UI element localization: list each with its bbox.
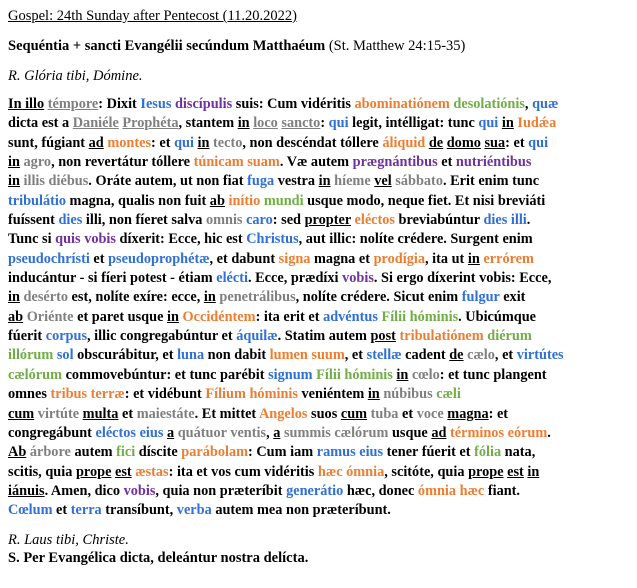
highlighted-word: tuba [370, 405, 399, 422]
gospel-line [8, 366, 629, 385]
highlighted-word: eléctos [95, 424, 136, 441]
text-run: : et [505, 134, 529, 151]
highlighted-word: errórem [483, 250, 534, 267]
text-run: tener fúerit et [383, 444, 475, 461]
highlighted-word: montes [107, 134, 152, 151]
highlighted-word: voce [416, 405, 444, 422]
highlighted-word: hæc [459, 482, 485, 499]
highlighted-word: in [203, 289, 216, 306]
highlighted-word: fici [116, 444, 136, 461]
highlighted-word: hóminis [409, 308, 459, 325]
highlighted-word: inítio [228, 192, 261, 209]
text-run: . Statim autem [277, 328, 371, 345]
highlighted-word: agro [23, 154, 52, 171]
highlighted-word: in [501, 115, 514, 132]
text-run: nata, [501, 444, 536, 461]
gospel-heading: Gospel: 24th Sunday after Pentecost (11.20.2022) [8, 8, 298, 24]
text-run: , et [344, 347, 367, 364]
highlighted-word: desérto [23, 289, 68, 306]
text-run: : Cum iam [248, 444, 317, 461]
highlighted-word: elécti [216, 270, 248, 287]
highlighted-word: ab [209, 192, 225, 209]
highlighted-word: hæc [317, 463, 343, 480]
highlighted-word: illórum [8, 347, 54, 364]
gospel-line [8, 463, 629, 482]
highlighted-word: qui [478, 115, 499, 132]
highlighted-word: Oriénte [26, 308, 74, 325]
text-run: fúerit [8, 328, 46, 345]
text-run: , non revertátur tóllere [51, 154, 194, 171]
highlighted-word: generátio [286, 482, 344, 499]
text-run: scitis, quia [8, 463, 76, 480]
highlighted-word: Daniéle [72, 115, 119, 132]
text-run: usque modo, neque fiet. Et nisi breviáti [303, 192, 546, 209]
highlighted-word: corpus [45, 328, 88, 345]
text-run: commovebúntur: et tunc parébit [62, 366, 269, 383]
highlighted-word: fulgur [461, 289, 500, 306]
highlighted-word: in [527, 463, 540, 480]
text-run: , non descéndat tóllere [242, 134, 383, 151]
highlighted-word: vobis [123, 482, 156, 499]
text-run: . Amen, dico [44, 482, 124, 499]
highlighted-word: tribus [50, 386, 88, 403]
gospel-line [8, 424, 629, 443]
highlighted-word: de [449, 347, 464, 364]
text-run: autem [70, 444, 117, 461]
highlighted-word: propter [304, 212, 351, 229]
highlighted-word: Christus [246, 231, 299, 248]
gospel-line [8, 405, 629, 424]
highlighted-word: sua [484, 134, 506, 151]
text-run: : et [488, 405, 509, 422]
highlighted-word: términos [450, 424, 505, 441]
highlighted-word: summis [283, 424, 331, 441]
highlighted-word: virtútes [516, 347, 564, 364]
highlighted-word: maiestáte [136, 405, 195, 422]
highlighted-word: magna [447, 405, 489, 422]
highlighted-word: advéntus [323, 308, 378, 325]
text-run: . Ubicúmque [458, 308, 536, 325]
highlighted-word: vel [374, 173, 392, 190]
text-run: suis: Cum vidéritis [232, 96, 355, 112]
highlighted-word: tribulatiónem [399, 328, 484, 345]
highlighted-word: Ab [8, 444, 27, 461]
highlighted-word: parábolam [181, 444, 249, 461]
text-run: : Dixit [98, 96, 141, 112]
text-run: : et vidébunt [124, 386, 206, 403]
gospel-line [8, 327, 629, 346]
text-run: suos [307, 405, 341, 422]
highlighted-word: diérum [487, 328, 532, 345]
highlighted-word: núbibus [383, 386, 433, 403]
text-run: hæc, donec [343, 482, 418, 499]
highlighted-word: tribulátio [8, 192, 66, 209]
highlighted-word: ad [431, 424, 447, 441]
highlighted-word: discípulis [174, 96, 233, 112]
gospel-line [8, 153, 629, 172]
gospel-line [8, 211, 629, 230]
highlighted-word: híeme [334, 173, 371, 190]
text-run: díscite [135, 444, 182, 461]
text-run: legit, intélligat: tunc [348, 115, 479, 132]
text-run: díxerit: Ecce, hic est [115, 231, 247, 248]
highlighted-word: eórum [507, 424, 548, 441]
highlighted-word: nutriéntibus [455, 154, 532, 171]
text-run: et paret usque [73, 308, 167, 325]
text-run: usque [388, 424, 432, 441]
text-run: inducántur - si fíeri potest - étiam [8, 270, 217, 287]
gospel-line [8, 230, 629, 249]
highlighted-word: multa [82, 405, 119, 422]
text-run: . [547, 424, 551, 441]
text-run: et [437, 154, 456, 171]
gospel-line [8, 288, 629, 307]
highlighted-word: post [370, 328, 396, 345]
highlighted-word: Iudǽa [517, 115, 557, 132]
highlighted-word: Cœlum [8, 502, 53, 519]
text-run: exit [499, 289, 526, 306]
highlighted-word: diébus [48, 173, 89, 190]
gospel-line [8, 134, 629, 153]
gospel-line [8, 308, 629, 327]
highlighted-word: terræ [90, 386, 125, 403]
highlighted-word: vobis [342, 270, 374, 287]
text-run: . Et mittet [194, 405, 259, 422]
highlighted-word: Fílium [205, 386, 246, 403]
text-run: , [524, 96, 533, 112]
highlighted-word: est [507, 463, 524, 480]
gospel-line [8, 501, 629, 520]
highlighted-word: qui [328, 115, 349, 132]
sequentia-title: Sequéntia + sancti Evangélii secúndum Matthaéum [8, 38, 326, 54]
highlighted-word: túnicam [193, 154, 244, 171]
highlighted-word: Prophéta [122, 115, 179, 132]
text-run: , nolíte crédere. Sicut enim [295, 289, 462, 306]
gospel-line [8, 482, 629, 501]
highlighted-word: quátuor [177, 424, 227, 441]
highlighted-word: eléctos [354, 212, 395, 229]
highlighted-word: desolatiónis [453, 96, 525, 112]
highlighted-word: ómnia [346, 463, 385, 480]
highlighted-word: áquilæ [236, 328, 278, 345]
text-run: : [320, 115, 329, 132]
text-run: est, nolíte exíre: ecce, [67, 289, 204, 306]
gospel-text [8, 95, 629, 521]
gospel-line [8, 346, 629, 365]
text-run: Tunc si [8, 231, 56, 248]
highlighted-word: signum [268, 366, 313, 383]
highlighted-word: penetrálibus [219, 289, 296, 306]
gospel-line [8, 250, 629, 269]
text-run: magna et [310, 250, 374, 267]
highlighted-word: cælo [467, 347, 495, 364]
highlighted-word: in [8, 154, 20, 171]
highlighted-word: terra [70, 502, 102, 519]
response-gloria: R. Glória tibi, Dómine. [8, 68, 143, 84]
highlighted-word: quæ [532, 96, 559, 112]
text-run: . Erit enim tunc [442, 173, 540, 190]
text-run: . Ecce, prædíxi [247, 270, 343, 287]
highlighted-word: de [428, 134, 444, 151]
highlighted-word: cœlo [411, 366, 440, 383]
highlighted-word: a [273, 424, 281, 441]
highlighted-word: cæli [436, 386, 461, 403]
highlighted-word: domo [446, 134, 481, 151]
highlighted-word: fólia [474, 444, 502, 461]
highlighted-word: stellæ [366, 347, 402, 364]
highlighted-word: cum [8, 405, 35, 422]
text-run: illi, non fíeret salva [82, 212, 206, 229]
highlighted-word: in [237, 115, 250, 132]
highlighted-word: árbore [29, 444, 71, 461]
highlighted-word: qui [174, 134, 194, 151]
text-run: . Væ autem [279, 154, 353, 171]
highlighted-word: in [8, 289, 20, 306]
highlighted-word: verba [176, 502, 212, 519]
gospel-line [8, 114, 629, 133]
highlighted-word: Fílii [316, 366, 341, 383]
highlighted-word: prope [75, 463, 112, 480]
text-run: : ita et vos cum vidéritis [168, 463, 318, 480]
highlighted-word: hóminis [344, 366, 393, 383]
text-run: , [266, 424, 274, 441]
highlighted-word: ad [88, 134, 104, 151]
text-run: fiant. [484, 482, 521, 499]
text-run: : et tunc plangent [439, 366, 547, 383]
text-run: omnes [8, 386, 51, 403]
highlighted-word: áliquid [382, 134, 426, 151]
highlighted-word: luna [177, 347, 205, 364]
highlighted-word: ramus [316, 444, 356, 461]
text-run: cadent [401, 347, 450, 364]
highlighted-word: signa [278, 250, 311, 267]
highlighted-word: lumen [269, 347, 308, 364]
highlighted-word: omnis [205, 212, 243, 229]
text-run: . Oráte autem, ut non fiat [88, 173, 248, 190]
highlighted-word: qui [528, 134, 549, 151]
highlighted-word: loco [253, 115, 278, 132]
highlighted-word: prope [468, 463, 504, 480]
text-run: obscurábitur, et [73, 347, 178, 364]
text-run: transíbunt, [101, 502, 177, 519]
text-run: , et dabunt [209, 250, 279, 267]
text-run: autem mea non præteríbunt. [211, 502, 391, 519]
text-run: . Si ergo díxerint vobis: Ecce, [373, 270, 552, 287]
highlighted-word: in [367, 386, 380, 403]
highlighted-word: Occidéntem [182, 308, 256, 325]
scripture-reference: (St. Matthew 24:15-35) [325, 38, 466, 54]
highlighted-word: sancto [281, 115, 321, 132]
text-run: congregábunt [8, 424, 96, 441]
text-run: : sed [272, 212, 305, 229]
highlighted-word: in [467, 250, 480, 267]
highlighted-word: est [115, 463, 132, 480]
highlighted-word: pseudochrísti [8, 250, 90, 267]
highlighted-word: ómnia [417, 482, 457, 499]
highlighted-word: quis [55, 231, 81, 248]
highlighted-word: fuga [247, 173, 275, 190]
highlighted-word: in [8, 173, 20, 190]
gospel-line [8, 95, 629, 114]
text-run: breviabúntur [394, 212, 484, 229]
text-run: fuíssent [8, 212, 59, 229]
text-run: , ita ut [424, 250, 468, 267]
gospel-line [8, 269, 629, 288]
sequentia-line [8, 36, 629, 56]
highlighted-word: sol [56, 347, 74, 364]
highlighted-word: vobis [84, 231, 116, 248]
gospel-line [8, 172, 629, 191]
highlighted-word: dies [483, 212, 508, 229]
highlighted-word: suam [247, 154, 280, 171]
highlighted-word: ventis [230, 424, 267, 441]
highlighted-word: ab [8, 308, 24, 325]
highlighted-word: tecto [213, 134, 243, 151]
highlighted-word: abominatiónem [354, 96, 450, 112]
text-run: veniéntem [297, 386, 368, 403]
text-run: sunt, fúgiant [8, 134, 89, 151]
highlighted-word: in [318, 173, 331, 190]
text-run: : et [151, 134, 175, 151]
gospel-line [8, 443, 629, 462]
text-run: et [52, 502, 71, 519]
highlighted-word: In illo [8, 96, 45, 112]
text-run: , scitóte, quia [384, 463, 469, 480]
text-run: et [89, 250, 109, 267]
highlighted-word: virtúte [37, 405, 80, 422]
highlighted-word: Angelos [258, 405, 308, 422]
highlighted-word: illi [510, 212, 527, 229]
highlighted-word: prægnántibus [352, 154, 438, 171]
highlighted-word: cælórum [334, 424, 389, 441]
highlighted-word: mundi [263, 192, 304, 209]
text-run: : ita erit et [255, 308, 324, 325]
highlighted-word: illis [23, 173, 45, 190]
highlighted-word: pseudoprophétæ [108, 250, 210, 267]
closing-prayer: S. Per Evangélica dicta, deleántur nostra delícta. [8, 549, 309, 566]
highlighted-word: iánuis [8, 482, 45, 499]
text-run: non dabit [204, 347, 270, 364]
highlighted-word: æstas [135, 463, 169, 480]
response-laus: R. Laus tibi, Christe. [8, 531, 129, 548]
highlighted-word: caro [246, 212, 273, 229]
text-run: . [526, 212, 531, 229]
text-run: , illic congregabúntur et [87, 328, 237, 345]
highlighted-word: in [167, 308, 179, 325]
highlighted-word: témpore [47, 96, 99, 112]
highlighted-word: suum [311, 347, 345, 364]
highlighted-word: dies [58, 212, 83, 229]
gospel-line [8, 385, 629, 404]
text-run: et [118, 405, 137, 422]
text-run: , stantem [178, 115, 238, 132]
highlighted-word: prodígia [373, 250, 425, 267]
highlighted-word: in [396, 366, 409, 383]
highlighted-word: hóminis [249, 386, 298, 403]
highlighted-word: eius [139, 424, 164, 441]
gospel-line [8, 192, 629, 211]
text-run: , et [494, 347, 517, 364]
highlighted-word: a [167, 424, 175, 441]
highlighted-word: cum [340, 405, 368, 422]
text-run: , aut illic: nolíte crédere. Surgent enim [298, 231, 533, 248]
text-run: magna, qualis non fuit [65, 192, 210, 209]
text-run: et [398, 405, 417, 422]
highlighted-word: cælórum [8, 366, 62, 383]
highlighted-word: sábbato [395, 173, 443, 190]
highlighted-word: eius [359, 444, 384, 461]
text-run: , quia non præteríbit [155, 482, 287, 499]
text-run: dicta est a [8, 115, 73, 132]
highlighted-word: in [197, 134, 210, 151]
text-run: vestra [274, 173, 319, 190]
highlighted-word: Iesus [140, 96, 172, 112]
highlighted-word: Fílii [381, 308, 407, 325]
